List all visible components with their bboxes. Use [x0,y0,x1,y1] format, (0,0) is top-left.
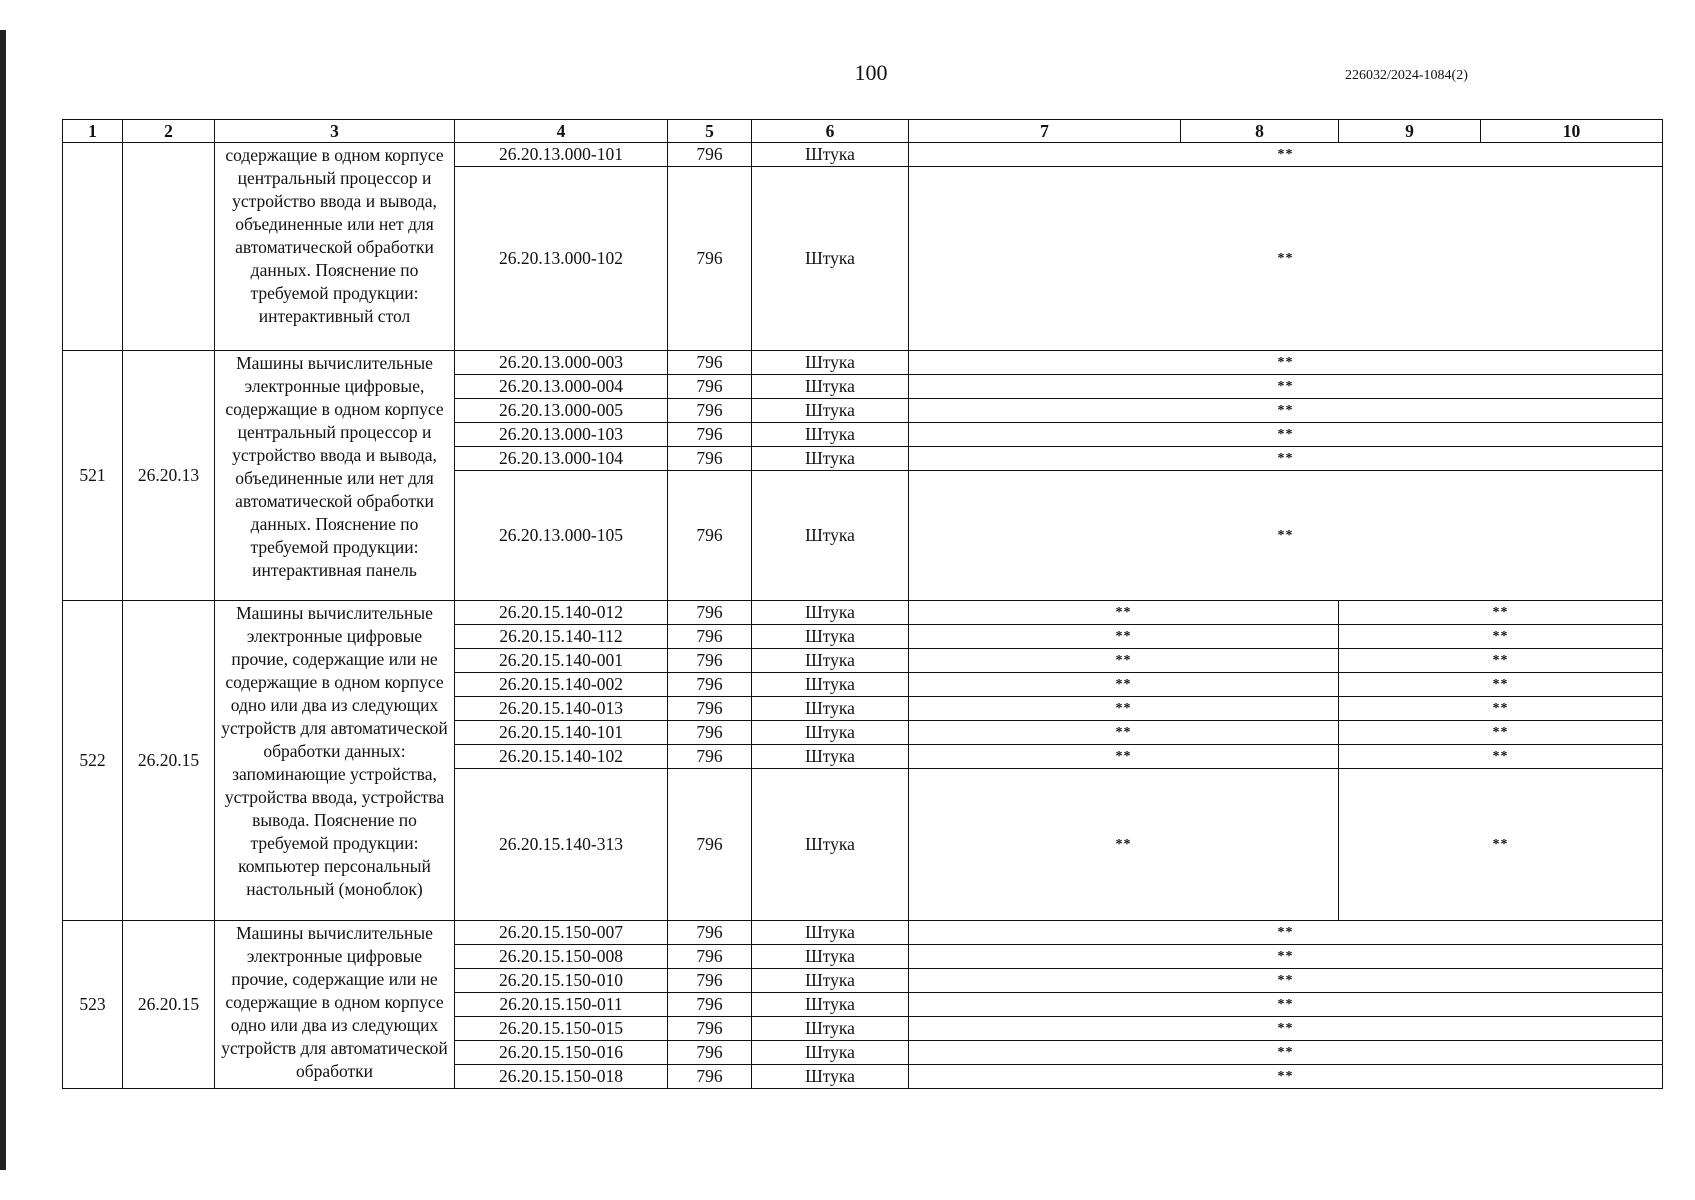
unit-cell: Штука [752,143,909,167]
code-cell: 26.20.15.150-015 [455,1017,668,1041]
mark-cell: ** [909,673,1339,697]
mark-cell: ** [909,769,1339,921]
okpd-cell: 26.20.13 [123,351,215,601]
okei-cell: 796 [668,649,752,673]
products-table [62,119,1663,1089]
mark-cell: ** [1339,697,1663,721]
okei-cell: 796 [668,697,752,721]
column-header: 3 [215,120,455,143]
unit-cell: Штука [752,399,909,423]
column-header: 9 [1339,120,1481,143]
mark-cell: ** [909,1017,1663,1041]
unit-cell: Штука [752,447,909,471]
mark-cell: ** [909,625,1339,649]
mark-cell: ** [1339,769,1663,921]
mark-cell: ** [909,143,1663,167]
unit-cell: Штука [752,649,909,673]
document-code: 226032/2024-1084(2) [1345,68,1468,83]
unit-cell: Штука [752,945,909,969]
unit-cell: Штука [752,921,909,945]
okei-cell: 796 [668,1041,752,1065]
mark-cell: ** [1339,625,1663,649]
mark-cell: ** [909,447,1663,471]
row-number-cell: 523 [63,921,123,1089]
okei-cell: 796 [668,447,752,471]
code-cell: 26.20.13.000-101 [455,143,668,167]
okei-cell: 796 [668,1065,752,1089]
table-row [63,921,1663,945]
product-description: содержащие в одном корпусе центральный процессор и устройство ввода и вывода, объединенные или нет для автоматической обработки данных. Пояснение по требуемой продукции: интерактивный стол [215,143,455,351]
mark-cell: ** [909,351,1663,375]
mark-cell: ** [909,921,1663,945]
okei-cell: 796 [668,471,752,601]
code-cell: 26.20.15.150-018 [455,1065,668,1089]
unit-cell: Штука [752,1065,909,1089]
okei-cell: 796 [668,1017,752,1041]
unit-cell: Штука [752,471,909,601]
code-cell: 26.20.15.140-112 [455,625,668,649]
column-header: 10 [1481,120,1663,143]
mark-cell: ** [1339,673,1663,697]
mark-cell: ** [909,649,1339,673]
okei-cell: 796 [668,769,752,921]
table-row [63,143,1663,167]
mark-cell: ** [909,969,1663,993]
okei-cell: 796 [668,945,752,969]
okei-cell: 796 [668,399,752,423]
unit-cell: Штука [752,993,909,1017]
product-description: Машины вычислительные электронные цифровые прочие, содержащие или не содержащие в одном корпусе одно или два из следующих устройств для автоматической обработки [215,921,455,1089]
code-cell: 26.20.15.140-013 [455,697,668,721]
mark-cell: ** [909,697,1339,721]
unit-cell: Штука [752,969,909,993]
product-description: Машины вычислительные электронные цифровые прочие, содержащие или не содержащие в одном корпусе одно или два из следующих устройств для автоматической обработки данных: запоминающие устройства, устройства ввода, устройства вывода. Пояснение по требуемой продукции: компьютер персональный настольный (моноблок) [215,601,455,921]
okei-cell: 796 [668,423,752,447]
unit-cell: Штука [752,1017,909,1041]
code-cell: 26.20.15.150-011 [455,993,668,1017]
unit-cell: Штука [752,423,909,447]
okei-cell: 796 [668,601,752,625]
code-cell: 26.20.15.140-101 [455,721,668,745]
okei-cell: 796 [668,673,752,697]
column-header: 4 [455,120,668,143]
mark-cell: ** [909,945,1663,969]
code-cell: 26.20.13.000-105 [455,471,668,601]
mark-cell: ** [909,423,1663,447]
row-number-cell: 521 [63,351,123,601]
column-header: 2 [123,120,215,143]
mark-cell: ** [1339,649,1663,673]
okei-cell: 796 [668,921,752,945]
mark-cell: ** [1339,721,1663,745]
column-header: 6 [752,120,909,143]
row-number-cell: 522 [63,601,123,921]
okei-cell: 796 [668,993,752,1017]
mark-cell: ** [1339,745,1663,769]
code-cell: 26.20.15.140-002 [455,673,668,697]
okpd-cell: 26.20.15 [123,921,215,1089]
okei-cell: 796 [668,351,752,375]
mark-cell: ** [909,399,1663,423]
code-cell: 26.20.15.140-001 [455,649,668,673]
okei-cell: 796 [668,143,752,167]
mark-cell: ** [909,471,1663,601]
code-cell: 26.20.13.000-104 [455,447,668,471]
unit-cell: Штука [752,625,909,649]
code-cell: 26.20.15.140-313 [455,769,668,921]
code-cell: 26.20.15.150-008 [455,945,668,969]
code-cell: 26.20.13.000-103 [455,423,668,447]
unit-cell: Штука [752,167,909,351]
unit-cell: Штука [752,745,909,769]
product-description: Машины вычислительные электронные цифровые, содержащие в одном корпусе центральный процессор и устройство ввода и вывода, объединенные или нет для автоматической обработки данных. Пояснение по требуемой продукции: интерактивная панель [215,351,455,601]
table-row [63,351,1663,375]
code-cell: 26.20.15.150-010 [455,969,668,993]
okei-cell: 796 [668,625,752,649]
okei-cell: 796 [668,721,752,745]
code-cell: 26.20.13.000-003 [455,351,668,375]
okei-cell: 796 [668,375,752,399]
unit-cell: Штука [752,673,909,697]
code-cell: 26.20.15.150-016 [455,1041,668,1065]
mark-cell: ** [1339,601,1663,625]
column-header: 1 [63,120,123,143]
unit-cell: Штука [752,351,909,375]
okei-cell: 796 [668,745,752,769]
unit-cell: Штука [752,697,909,721]
code-cell: 26.20.13.000-102 [455,167,668,351]
code-cell: 26.20.15.150-007 [455,921,668,945]
scan-binding-edge [0,30,6,1170]
unit-cell: Штука [752,1041,909,1065]
column-header: 7 [909,120,1181,143]
okpd-cell [123,143,215,351]
mark-cell: ** [909,1041,1663,1065]
mark-cell: ** [909,167,1663,351]
column-header: 8 [1181,120,1339,143]
mark-cell: ** [909,601,1339,625]
code-cell: 26.20.15.140-102 [455,745,668,769]
column-header: 5 [668,120,752,143]
okei-cell: 796 [668,969,752,993]
code-cell: 26.20.13.000-004 [455,375,668,399]
page-number: 100 [854,60,888,85]
table-row [63,601,1663,625]
mark-cell: ** [909,375,1663,399]
code-cell: 26.20.15.140-012 [455,601,668,625]
mark-cell: ** [909,745,1339,769]
table-header-row [63,120,1663,143]
unit-cell: Штука [752,721,909,745]
unit-cell: Штука [752,601,909,625]
unit-cell: Штука [752,375,909,399]
mark-cell: ** [909,1065,1663,1089]
unit-cell: Штука [752,769,909,921]
okpd-cell: 26.20.15 [123,601,215,921]
okei-cell: 796 [668,167,752,351]
code-cell: 26.20.13.000-005 [455,399,668,423]
mark-cell: ** [909,721,1339,745]
row-number-cell [63,143,123,351]
mark-cell: ** [909,993,1663,1017]
